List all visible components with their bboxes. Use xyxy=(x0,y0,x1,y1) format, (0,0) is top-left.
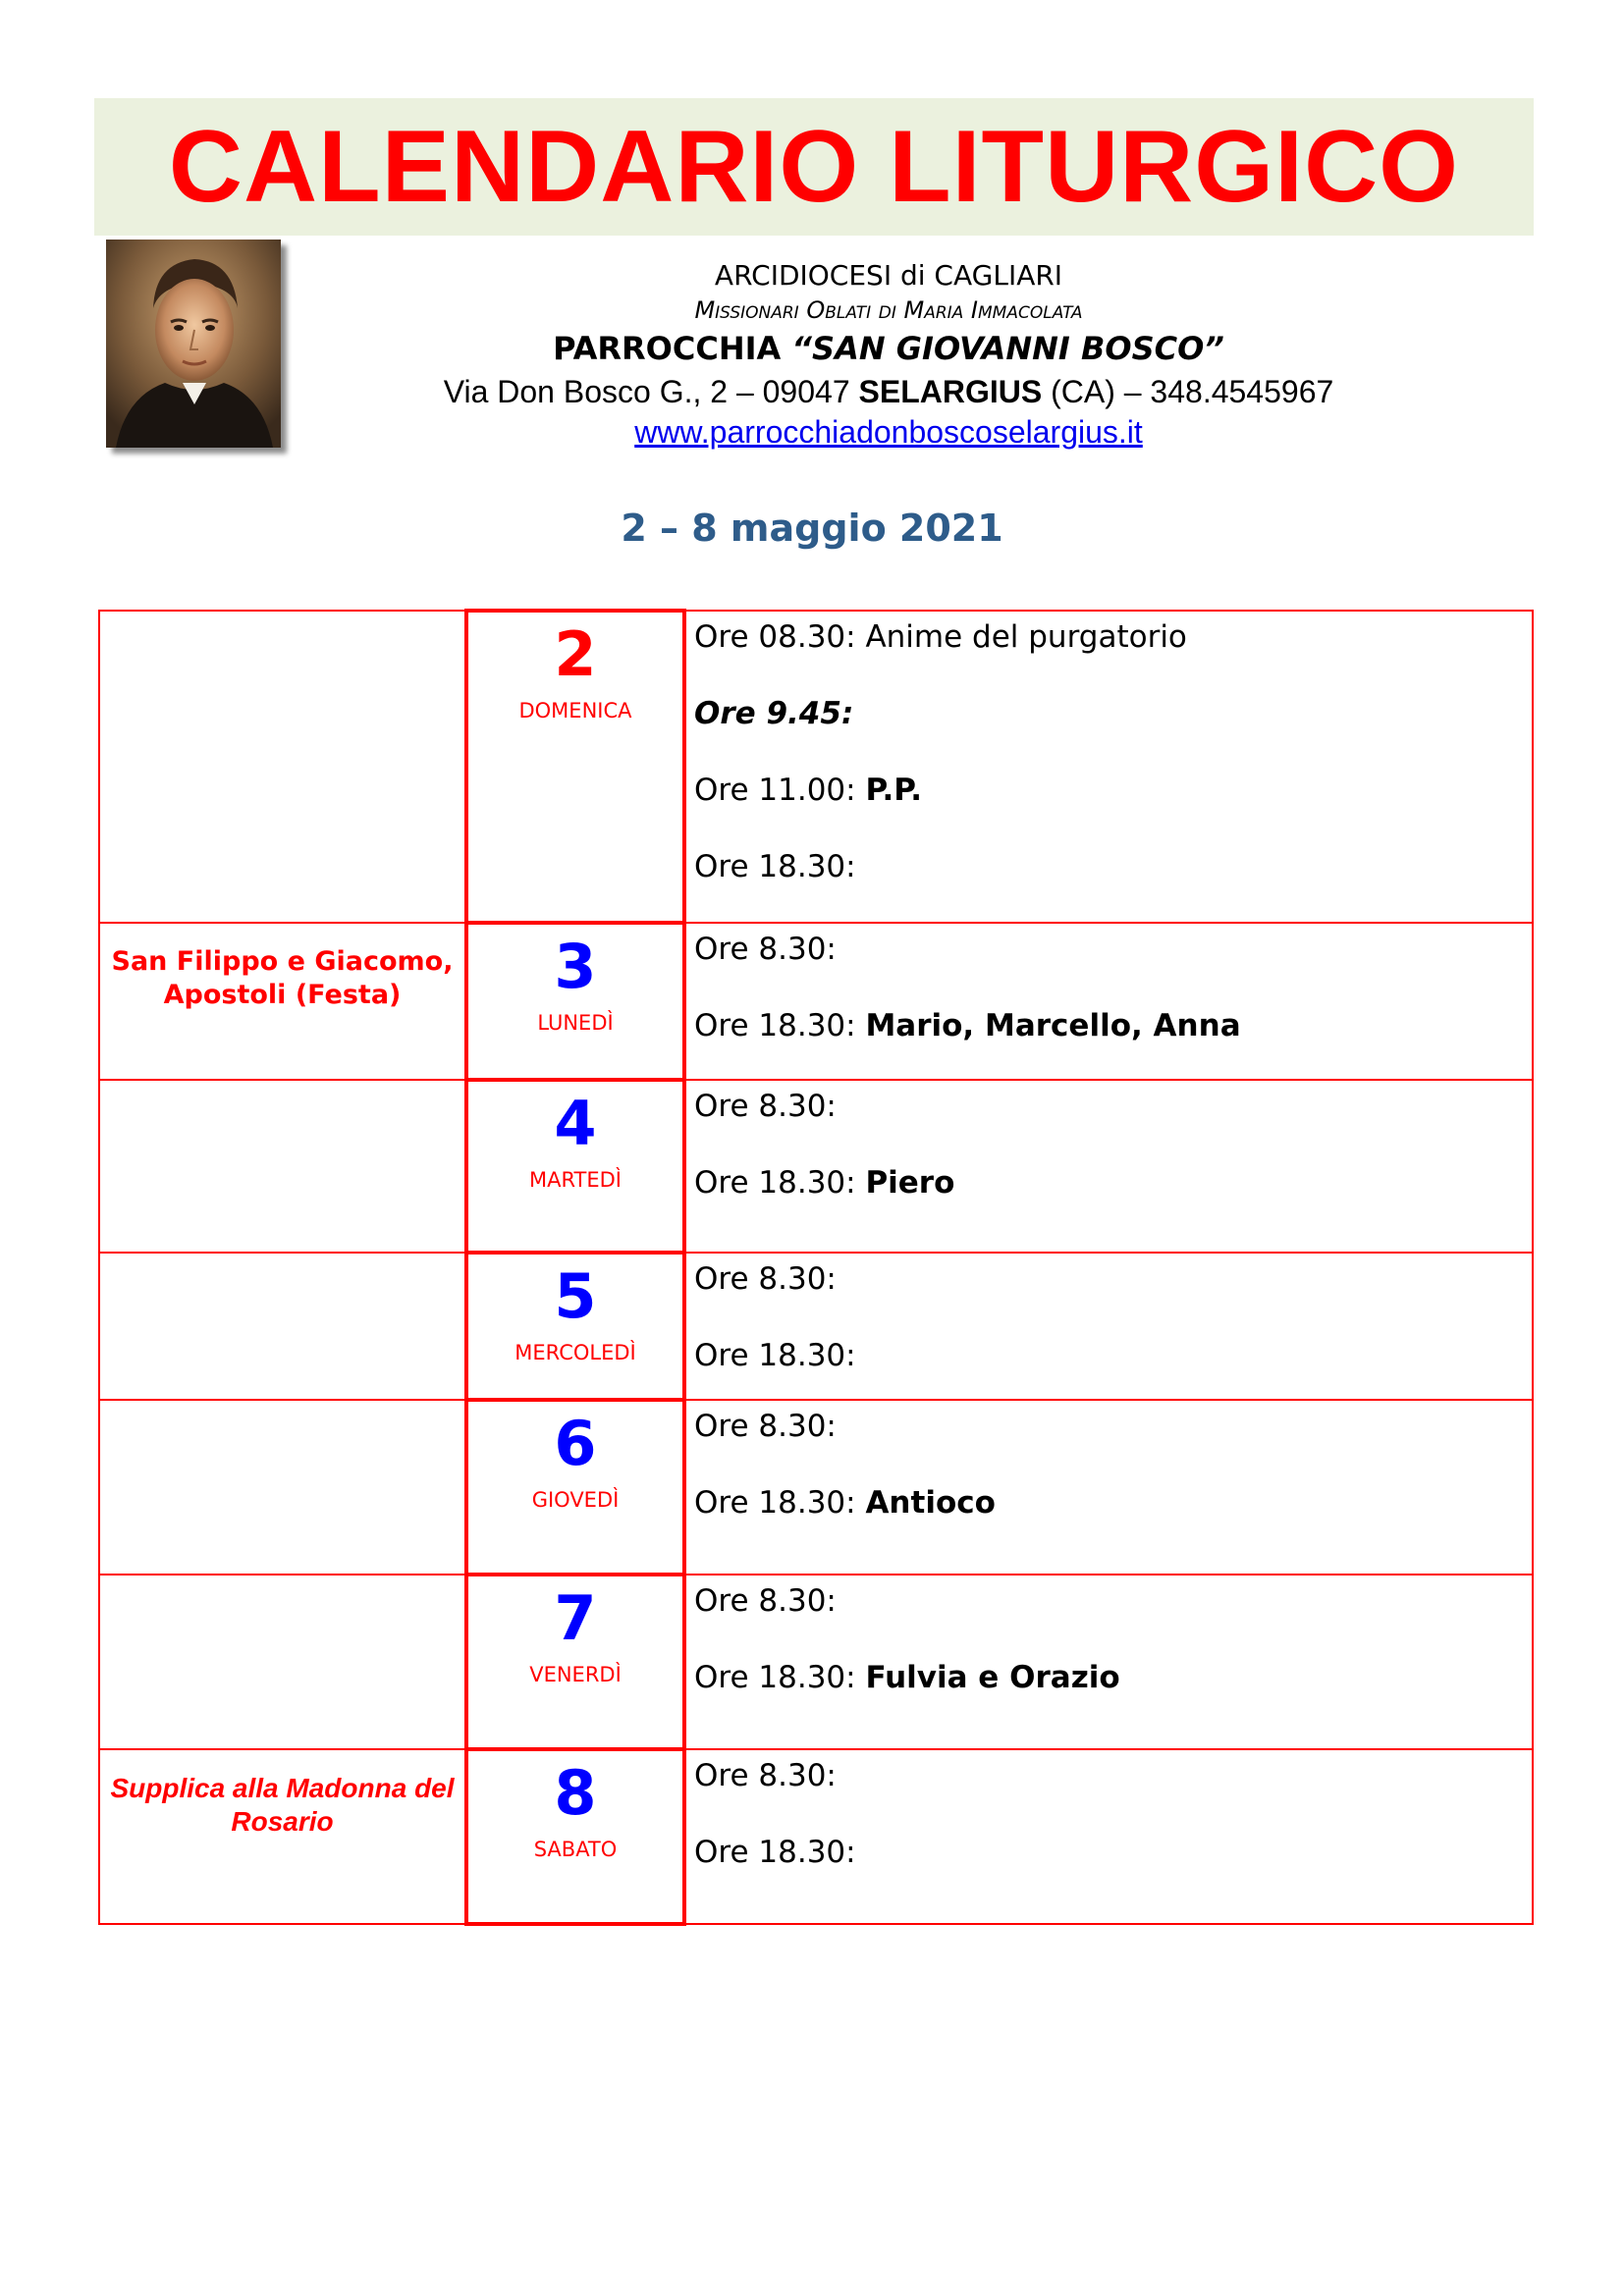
mass-entry xyxy=(694,1581,1532,1621)
website-link[interactable]: www.parrocchiadonboscoselargius.it xyxy=(634,414,1143,450)
feast-label xyxy=(100,612,464,633)
mass-intention: Anime del purgatorio xyxy=(855,619,1187,655)
mass-time: Ore 18.30: xyxy=(694,849,856,884)
mass-time: Ore 9.45: xyxy=(694,696,854,731)
parish-saint: “SAN GIOVANNI BOSCO” xyxy=(791,330,1224,367)
mass-time: Ore 8.30: xyxy=(694,1261,837,1297)
feast-label: San Filippo e Giacomo, Apostoli (Festa) xyxy=(111,946,454,1010)
calendar-row xyxy=(99,1400,1533,1575)
feast-cell xyxy=(99,1749,466,1924)
address-street: Via Don Bosco G., 2 – 09047 xyxy=(443,374,859,409)
mass-entry xyxy=(694,1163,1532,1202)
feast-cell xyxy=(99,1080,466,1253)
feast-label: Supplica alla Madonna del Rosario xyxy=(110,1773,455,1837)
day-number: 8 xyxy=(554,1757,597,1829)
day-name: VENERDÌ xyxy=(529,1663,622,1686)
address-city: SELARGIUS xyxy=(858,374,1043,409)
week-range: 2 – 8 maggio 2021 xyxy=(621,507,1003,550)
mass-entry xyxy=(694,930,1532,969)
mass-entry xyxy=(694,1756,1532,1795)
missionaries-name: Missionari Oblati di Maria Immacolata xyxy=(694,296,1083,324)
calendar-row xyxy=(99,923,1533,1080)
mass-entry xyxy=(694,1336,1532,1375)
day-cell xyxy=(466,611,684,923)
saint-portrait xyxy=(106,240,281,448)
mass-entry xyxy=(694,771,1532,810)
day-name: SABATO xyxy=(533,1838,618,1861)
mass-time: Ore 8.30: xyxy=(694,1583,837,1619)
feast-label xyxy=(100,1575,464,1597)
day-name: DOMENICA xyxy=(518,699,632,722)
day-cell xyxy=(466,1253,684,1400)
day-name: GIOVEDÌ xyxy=(531,1488,620,1512)
day-number: 5 xyxy=(554,1260,597,1332)
parish-name xyxy=(295,326,1483,371)
masses-cell xyxy=(684,1749,1533,1924)
day-number: 4 xyxy=(554,1088,597,1159)
day-name: MARTEDÌ xyxy=(528,1168,622,1192)
mass-intention: Fulvia e Orazio xyxy=(865,1660,1120,1695)
day-cell xyxy=(466,1749,684,1924)
day-number: 6 xyxy=(554,1408,597,1479)
feast-label xyxy=(100,1401,464,1422)
mass-entry xyxy=(694,847,1532,886)
parish-prefix: PARROCCHIA xyxy=(553,330,792,367)
mass-time: Ore 18.30: xyxy=(694,1165,866,1201)
day-cell xyxy=(466,1080,684,1253)
mass-entry xyxy=(694,1658,1532,1697)
mass-entry xyxy=(694,1006,1532,1045)
day-number: 7 xyxy=(554,1582,597,1654)
mass-intention: Piero xyxy=(865,1165,955,1201)
feast-label xyxy=(100,1081,464,1102)
calendar-row xyxy=(99,1575,1533,1749)
calendar-row xyxy=(99,611,1533,923)
parish-address xyxy=(295,371,1483,412)
mass-time: Ore 8.30: xyxy=(694,1758,837,1793)
archdiocese-name: ARCIDIOCESI di CAGLIARI xyxy=(714,259,1063,292)
calendar-row xyxy=(99,1253,1533,1400)
mass-time: Ore 8.30: xyxy=(694,1089,837,1124)
mass-intention: Antioco xyxy=(865,1485,996,1521)
masses-cell xyxy=(684,1400,1533,1575)
feast-cell xyxy=(99,923,466,1080)
parish-header xyxy=(295,257,1483,452)
masses-cell xyxy=(684,1575,1533,1749)
mass-time: Ore 8.30: xyxy=(694,1409,837,1444)
calendar-row xyxy=(99,1749,1533,1924)
day-cell xyxy=(466,1575,684,1749)
day-cell xyxy=(466,923,684,1080)
day-number: 3 xyxy=(554,931,597,1002)
feast-cell xyxy=(99,1253,466,1400)
address-phone: (CA) – 348.4545967 xyxy=(1042,374,1334,409)
calendar-row xyxy=(99,1080,1533,1253)
masses-cell xyxy=(684,923,1533,1080)
mass-time: Ore 18.30: xyxy=(694,1338,856,1373)
mass-intention: P.P. xyxy=(865,773,923,808)
calendar-table xyxy=(98,609,1534,1926)
mass-time: Ore 18.30: xyxy=(694,1660,866,1695)
mass-time: Ore 11.00: xyxy=(694,773,866,808)
masses-cell xyxy=(684,611,1533,923)
day-cell xyxy=(466,1400,684,1575)
mass-time: Ore 18.30: xyxy=(694,1835,856,1870)
mass-time: Ore 08.30: xyxy=(694,619,856,655)
mass-entry xyxy=(694,1259,1532,1299)
mass-intention: Mario, Marcello, Anna xyxy=(865,1008,1241,1043)
masses-cell xyxy=(684,1253,1533,1400)
mass-entry xyxy=(694,1833,1532,1872)
mass-entry xyxy=(694,1483,1532,1522)
mass-time: Ore 18.30: xyxy=(694,1008,866,1043)
masses-cell xyxy=(684,1080,1533,1253)
title-banner xyxy=(94,98,1534,236)
day-name: MERCOLEDÌ xyxy=(514,1341,636,1364)
mass-entry xyxy=(694,617,1532,657)
feast-label xyxy=(100,1254,464,1275)
mass-entry xyxy=(694,1087,1532,1126)
feast-cell xyxy=(99,611,466,923)
mass-entry xyxy=(694,1407,1532,1446)
feast-cell xyxy=(99,1575,466,1749)
day-number: 2 xyxy=(554,618,597,690)
mass-entry xyxy=(694,694,1532,733)
feast-cell xyxy=(99,1400,466,1575)
day-name: LUNEDÌ xyxy=(537,1011,614,1035)
mass-time: Ore 18.30: xyxy=(694,1485,866,1521)
mass-time: Ore 8.30: xyxy=(694,932,837,967)
page-title: CALENDARIO LITURGICO xyxy=(168,110,1460,224)
